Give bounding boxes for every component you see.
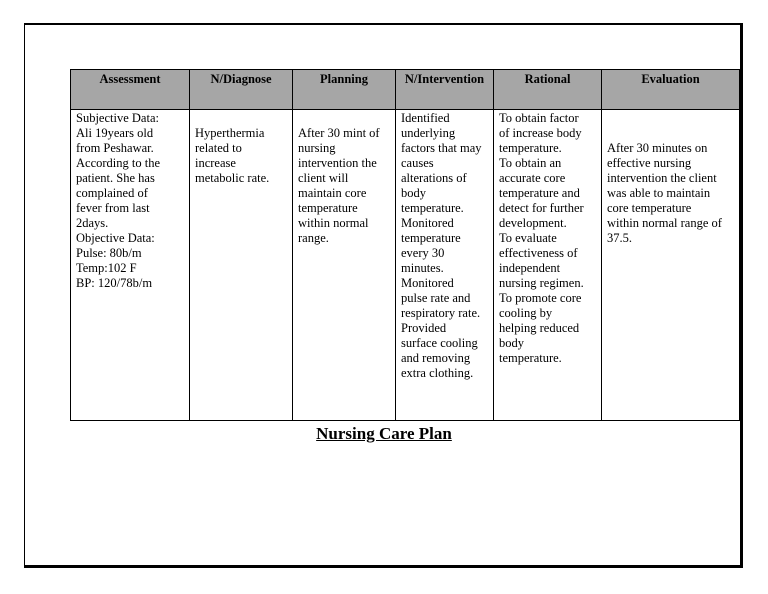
cell-text-line: factors that may [401,141,482,155]
cell-text-line: nursing [298,141,336,155]
cell-text-line: accurate core [499,171,566,185]
cell-text-line: 37.5. [607,231,632,245]
cell-text-line: from Peshawar. [76,141,154,155]
cell-text-line: was able to maintain [607,186,711,200]
cell-text-line: Hyperthermia [195,126,265,140]
cell-text-line: To evaluate [499,231,557,245]
cell-text-line: temperature [298,201,358,215]
cell-text-line: temperature and [499,186,580,200]
cell-text-line: Subjective Data: [76,111,159,125]
cell-text-line: fever from last [76,201,150,215]
cell-text-line: nursing regimen. [499,276,584,290]
cell-text-line: BP: 120/78b/m [76,276,153,290]
header-n-diagnose: N/Diagnose [190,70,293,110]
document-caption: Nursing Care Plan [316,424,452,443]
cell-text-line: maintain core [298,186,367,200]
cell-text-line: body [499,336,524,350]
header-rational: Rational [494,70,602,110]
cell-text-line: To obtain factor [499,111,579,125]
cell-text-line: patient. She has [76,171,155,185]
spacer-line [607,126,735,141]
cell-text-line: and removing [401,351,471,365]
header-assessment: Assessment [71,70,190,110]
header-n-intervention: N/Intervention [396,70,494,110]
cell-evaluation [602,110,740,421]
cell-text-line: client will [298,171,349,185]
cell-rational [494,110,602,421]
cell-text-line: causes [401,156,434,170]
cell-text-line: within normal range of [607,216,722,230]
spacer-line [607,111,735,126]
cell-text-line: minutes. [401,261,444,275]
cell-text-line: effectiveness of [499,246,578,260]
nursing-care-plan-table [70,69,740,421]
cell-text-line: range. [298,231,329,245]
table-row [71,110,740,421]
cell-planning [293,110,396,421]
cell-text-line: Temp:102 F [76,261,137,275]
cell-text-line: cooling by [499,306,553,320]
cell-text-line: metabolic rate. [195,171,270,185]
spacer-line [298,111,391,126]
cell-text-line: Pulse: 80b/m [76,246,142,260]
cell-text-line: surface cooling [401,336,478,350]
cell-text-line: According to the [76,156,161,170]
cell-text-line: Identified [401,111,450,125]
cell-text-line: temperature. [401,201,464,215]
spacer-line [195,111,288,126]
cell-text-line: body [401,186,426,200]
cell-text-line: alterations of [401,171,467,185]
cell-text-line: After 30 mint of [298,126,380,140]
cell-text-line: complained of [76,186,148,200]
cell-text-line: core temperature [607,201,692,215]
cell-text-line: Objective Data: [76,231,155,245]
cell-text-line: development. [499,216,567,230]
cell-text-line: Ali 19years old [76,126,154,140]
cell-text-line: 2days. [76,216,109,230]
cell-text-line: underlying [401,126,456,140]
cell-text-line: increase [195,156,236,170]
cell-text-line: Monitored [401,216,454,230]
cell-n-intervention [396,110,494,421]
cell-text-line: of increase body [499,126,582,140]
cell-text-line: extra clothing. [401,366,474,380]
header-planning: Planning [293,70,396,110]
cell-n-diagnose [190,110,293,421]
cell-assessment [71,110,190,421]
cell-text-line: pulse rate and [401,291,471,305]
cell-text-line: Monitored [401,276,454,290]
cell-text-line: Provided [401,321,447,335]
cell-text-line: related to [195,141,242,155]
header-evaluation: Evaluation [602,70,740,110]
cell-text-line: helping reduced [499,321,580,335]
cell-text-line: within normal [298,216,369,230]
cell-text-line: independent [499,261,561,275]
cell-text-line: temperature. [499,351,562,365]
cell-text-line: intervention the client [607,171,717,185]
cell-text-line: detect for further [499,201,584,215]
cell-text-line: To obtain an [499,156,562,170]
cell-text-line: every 30 [401,246,445,260]
cell-text-line: effective nursing [607,156,692,170]
cell-text-line: temperature. [499,141,562,155]
cell-text-line: After 30 minutes on [607,141,708,155]
cell-text-line: To promote core [499,291,582,305]
cell-text-line: respiratory rate. [401,306,481,320]
cell-text-line: intervention the [298,156,377,170]
cell-text-line: temperature [401,231,461,245]
header-row [71,70,740,110]
